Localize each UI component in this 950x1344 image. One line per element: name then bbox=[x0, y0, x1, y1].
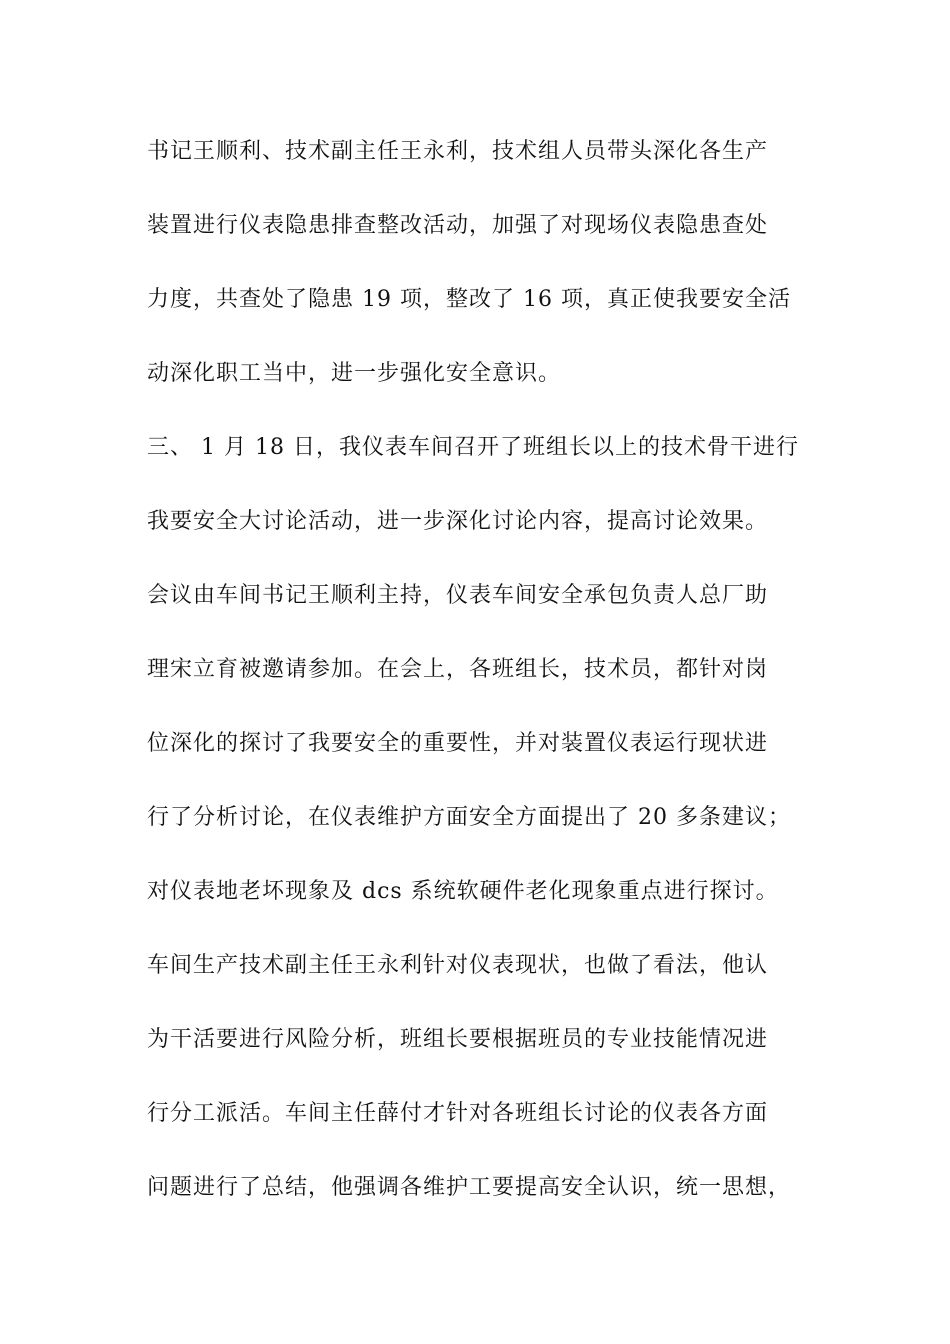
text-line: 行了分析讨论，在仪表维护方面安全方面提出了 20 多条建议； bbox=[147, 805, 791, 830]
text-line: 我要安全大讨论活动，进一步深化讨论内容，提高讨论效果。 bbox=[147, 509, 769, 534]
text-line: 三、 1 月 18 日，我仪表车间召开了班组长以上的技术骨干进行 bbox=[147, 435, 799, 460]
text-line: 装置进行仪表隐患排查整改活动，加强了对现场仪表隐患查处 bbox=[147, 213, 769, 238]
text-line: 为干活要进行风险分析，班组长要根据班员的专业技能情况进 bbox=[147, 1027, 769, 1052]
text-line: 问题进行了总结，他强调各维护工要提高安全认识，统一思想， bbox=[147, 1175, 792, 1200]
text-line: 位深化的探讨了我要安全的重要性，并对装置仪表运行现状进 bbox=[147, 731, 769, 756]
text-line: 行分工派活。车间主任薛付才针对各班组长讨论的仪表各方面 bbox=[147, 1101, 769, 1126]
text-line: 书记王顺利、技术副主任王永利，技术组人员带头深化各生产 bbox=[147, 139, 769, 164]
body-text bbox=[147, 130, 827, 1240]
text-line: 车间生产技术副主任王永利针对仪表现状，也做了看法，他认 bbox=[147, 953, 769, 978]
text-line: 会议由车间书记王顺利主持，仪表车间安全承包负责人总厂助 bbox=[147, 583, 769, 608]
text-line: 对仪表地老坏现象及 dcs 系统软硬件老化现象重点进行探讨。 bbox=[147, 879, 779, 904]
text-line: 动深化职工当中，进一步强化安全意识。 bbox=[147, 361, 562, 386]
text-line: 力度，共查处了隐患 19 项，整改了 16 项，真正使我要安全活 bbox=[147, 287, 791, 312]
text-line: 理宋立育被邀请参加。在会上，各班组长，技术员，都针对岗 bbox=[147, 657, 769, 682]
